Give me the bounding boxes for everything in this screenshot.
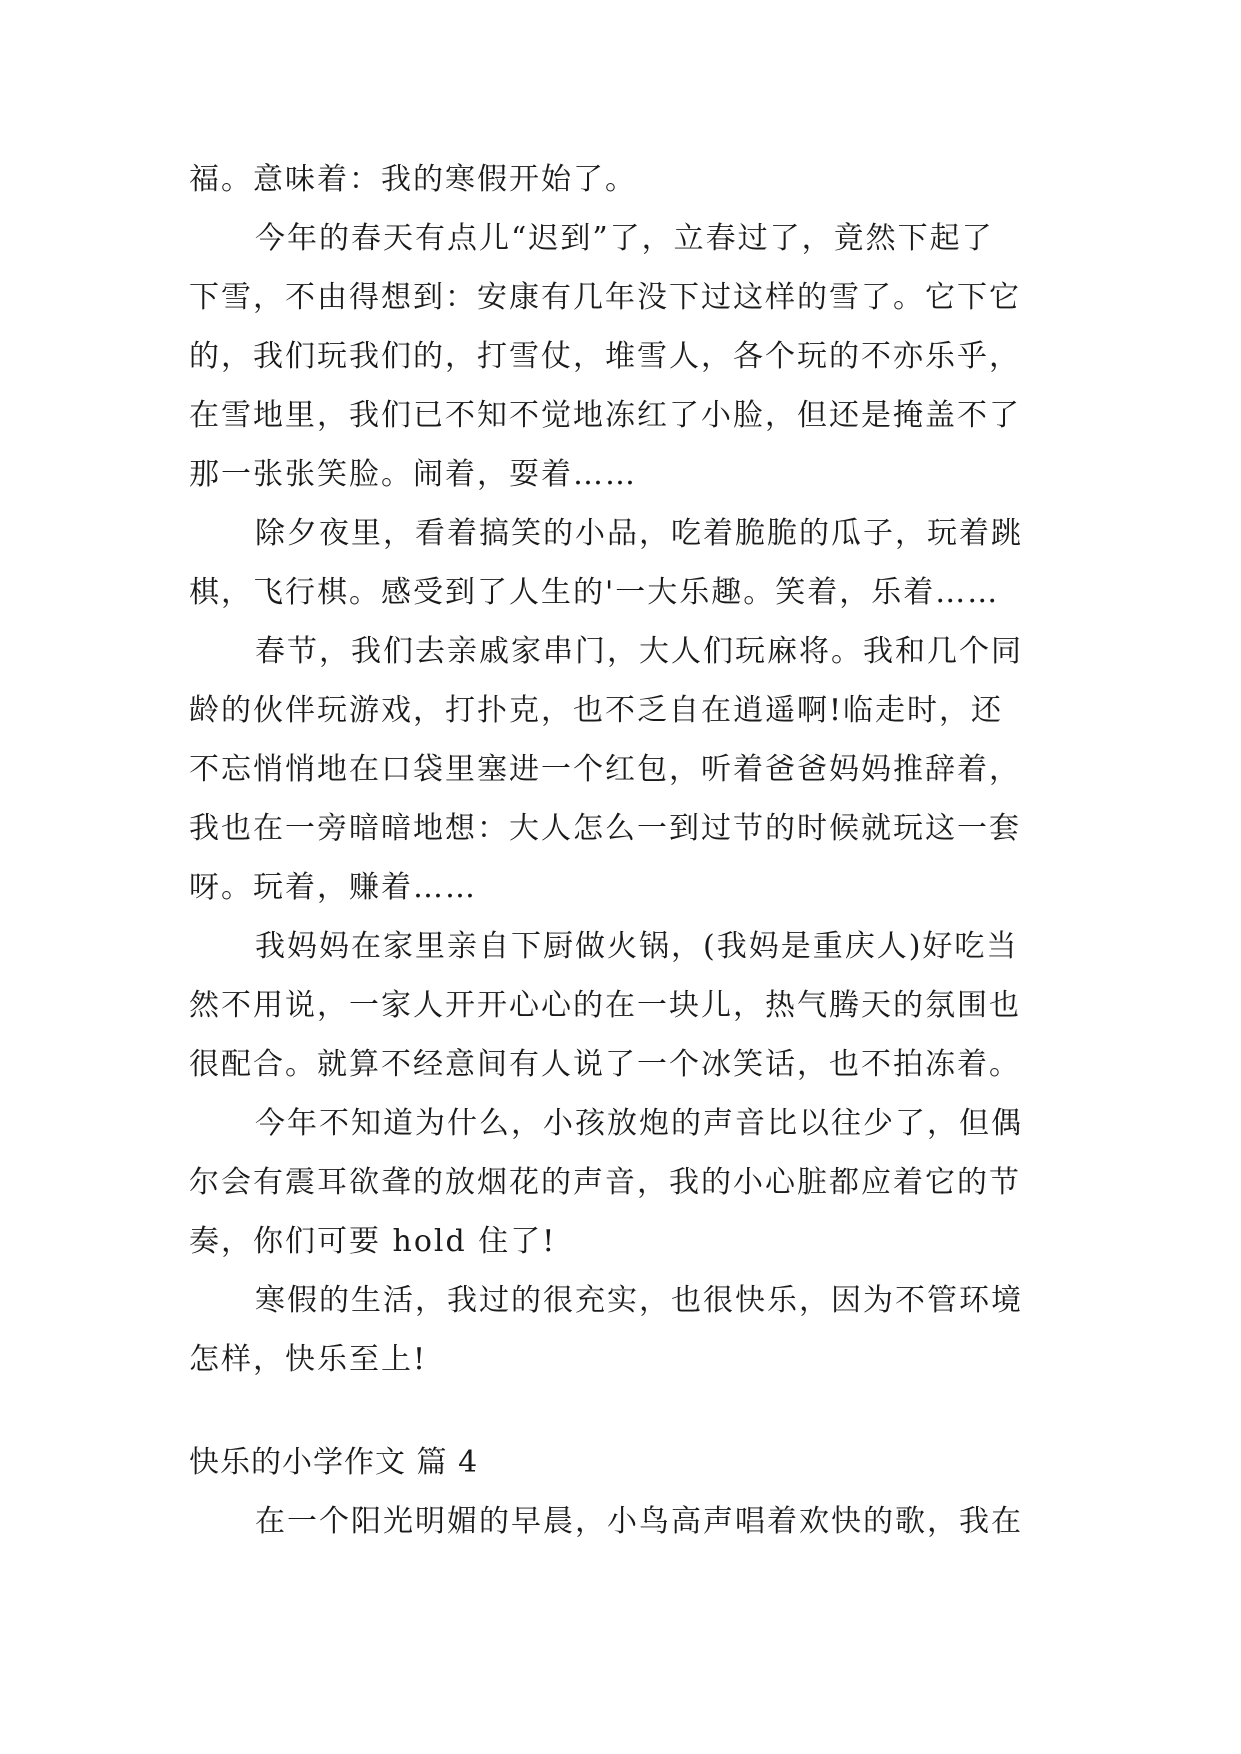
text-line: 我也在一旁暗暗地想：大人怎么一到过节的时候就玩这一套: [189, 811, 1021, 846]
text-line: 下雪，不由得想到：安康有几年没下过这样的雪了。它下它: [189, 280, 1021, 315]
section-spacer: [189, 1389, 1069, 1433]
section-heading: 快乐的小学作文 篇 4: [189, 1445, 479, 1480]
text-line: 然不用说，一家人开开心心的在一块儿，热气腾天的氛围也: [189, 988, 1021, 1023]
text-line: 奏，你们可要 hold 住了!: [189, 1224, 557, 1259]
text-line: 龄的伙伴玩游戏，打扑克，也不乏自在逍遥啊!临走时，还: [189, 693, 1004, 728]
text-line: 我妈妈在家里亲自下厨做火锅，(我妈是重庆人)好吃当: [255, 929, 1019, 964]
text-line: 呀。玩着，赚着……: [189, 870, 477, 905]
text-line: 除夕夜里，看着搞笑的小品，吃着脆脆的瓜子，玩着跳: [255, 516, 1023, 551]
text-line: 那一张张笑脸。闹着，耍着……: [189, 457, 637, 492]
text-line: 的，我们玩我们的，打雪仗，堆雪人，各个玩的不亦乐乎，: [189, 339, 1021, 374]
text-line: 寒假的生活，我过的很充实，也很快乐，因为不管环境: [255, 1283, 1023, 1318]
text-line: 在雪地里，我们已不知不觉地冻红了小脸，但还是掩盖不了: [189, 398, 1021, 433]
text-line: 棋，飞行棋。感受到了人生的'一大乐趣。笑着，乐着……: [189, 575, 1000, 610]
text-line: 尔会有震耳欲聋的放烟花的声音，我的小心脏都应着它的节: [189, 1165, 1021, 1200]
text-line: 今年的春天有点儿“迟到”了，立春过了，竟然下起了: [255, 221, 994, 256]
text-line: 怎样，快乐至上!: [189, 1342, 428, 1377]
document-page: [189, 150, 1069, 1551]
text-line: 不忘悄悄地在口袋里塞进一个红包，听着爸爸妈妈推辞着，: [189, 752, 1021, 787]
text-line: 在一个阳光明媚的早晨，小鸟高声唱着欢快的歌，我在: [255, 1504, 1023, 1539]
text-line: 春节，我们去亲戚家串门，大人们玩麻将。我和几个同: [255, 634, 1023, 669]
text-line: 福。意味着：我的寒假开始了。: [189, 162, 637, 197]
text-line: 很配合。就算不经意间有人说了一个冰笑话，也不拍冻着。: [189, 1047, 1021, 1082]
text-line: 今年不知道为什么，小孩放炮的声音比以往少了，但偶: [255, 1106, 1023, 1141]
